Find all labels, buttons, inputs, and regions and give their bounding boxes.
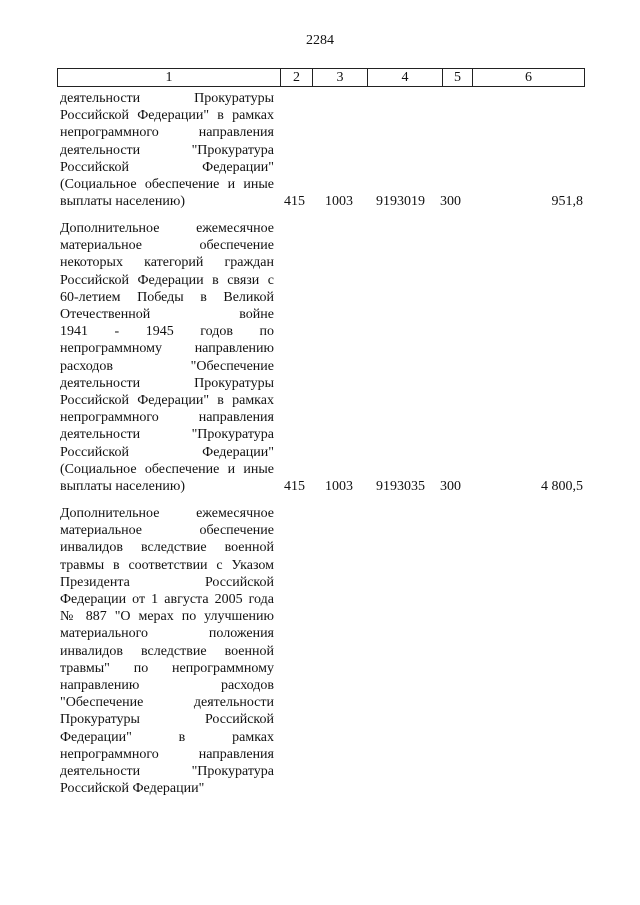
description-line: некоторых категорий граждан — [60, 255, 274, 271]
description-line: Дополнительное ежемесячное — [60, 221, 274, 236]
description-line: выплаты населению) — [60, 479, 185, 495]
description-line: Российской Федерации" — [60, 444, 274, 460]
description-line: 60-летием Победы в Великой — [60, 289, 274, 305]
table-header-row — [57, 68, 585, 87]
description-line: деятельности "Прокуратура — [60, 427, 274, 443]
description-line: Прокуратуры Российской — [60, 712, 274, 728]
description-line: Российской Федерации" в рамках — [60, 393, 274, 409]
cell-col4: 9193019 — [376, 194, 425, 209]
column-header-3: 3 — [313, 69, 368, 86]
table-row-description — [60, 220, 274, 495]
description-line: Российской Федерации в связи с — [60, 272, 274, 288]
column-header-1: 1 — [58, 69, 281, 86]
description-line: Российской Федерации" — [60, 159, 274, 175]
description-line: непрограммного направления — [60, 410, 274, 426]
description-line: инвалидов вследствие военной — [60, 540, 274, 556]
description-line: непрограммного направления — [60, 746, 274, 762]
cell-col6: 4 800,5 — [541, 479, 583, 494]
column-header-5: 5 — [443, 69, 473, 86]
description-line: деятельности Прокуратуры — [60, 375, 274, 391]
description-line: Президента Российской — [60, 574, 274, 590]
description-line: непрограммного направления — [60, 125, 274, 141]
description-line: материальное обеспечение — [60, 238, 274, 254]
description-line: "Обеспечение деятельности — [60, 695, 274, 711]
cell-col2: 415 — [284, 479, 305, 494]
description-line: Федерации от 1 августа 2005 года — [60, 592, 274, 608]
description-line: № 887 "О мерах по улучшению — [60, 609, 274, 625]
description-line: деятельности "Прокуратура — [60, 142, 274, 158]
description-line: деятельности Прокуратуры — [60, 91, 274, 106]
description-line: деятельности "Прокуратура — [60, 764, 274, 780]
cell-col6: 951,8 — [551, 194, 583, 209]
description-line: травмы в соответствии с Указом — [60, 557, 274, 573]
description-line: Федерации" в рамках — [60, 729, 274, 745]
table-row-description — [60, 505, 274, 797]
description-line: (Социальное обеспечение и иные — [60, 177, 274, 193]
page-number: 2284 — [306, 33, 334, 48]
description-line: материальное обеспечение — [60, 523, 274, 539]
cell-col3: 1003 — [325, 194, 353, 209]
description-line: 1941 - 1945 годов по — [60, 324, 274, 340]
description-line: Российской Федерации" в рамках — [60, 108, 274, 124]
cell-col3: 1003 — [325, 479, 353, 494]
description-line: расходов "Обеспечение — [60, 358, 274, 374]
description-line: травмы" по непрограммному — [60, 660, 274, 676]
description-line: выплаты населению) — [60, 194, 185, 210]
column-header-4: 4 — [368, 69, 443, 86]
description-line: (Социальное обеспечение и иные — [60, 461, 274, 477]
description-line: Дополнительное ежемесячное — [60, 506, 274, 521]
table-row-description — [60, 90, 274, 210]
description-line: Отечественной войне — [60, 307, 274, 323]
column-header-2: 2 — [281, 69, 313, 86]
cell-col5: 300 — [440, 194, 461, 209]
description-line: направлению расходов — [60, 678, 274, 694]
description-line: материального положения — [60, 626, 274, 642]
column-header-6: 6 — [525, 70, 532, 85]
cell-col4: 9193035 — [376, 479, 425, 494]
description-line: инвалидов вследствие военной — [60, 643, 274, 659]
description-line: непрограммному направлению — [60, 341, 274, 357]
cell-col5: 300 — [440, 479, 461, 494]
cell-col2: 415 — [284, 194, 305, 209]
description-line: Российской Федерации" — [60, 781, 205, 797]
